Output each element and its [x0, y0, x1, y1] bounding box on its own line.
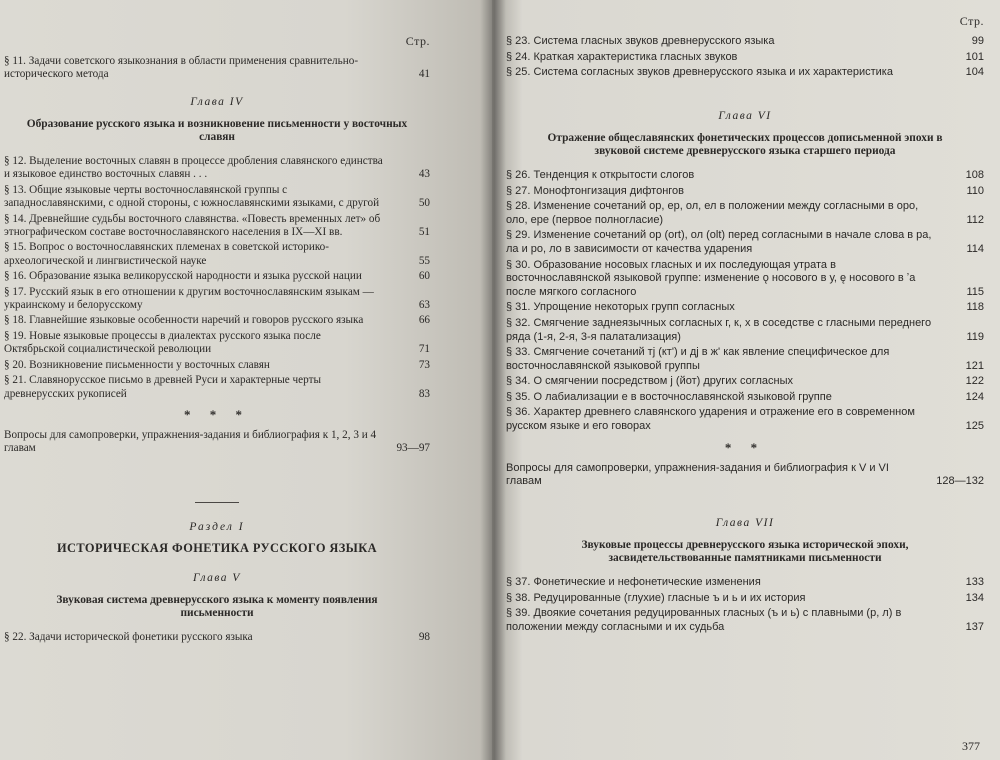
toc-entry-page: 41 — [418, 68, 430, 81]
toc-entry-text: § 27. Монофтонгизация дифтонгов — [506, 184, 685, 197]
toc-entry-text: § 19. Новые языковые процессы в диалектах русского языка после Октябрьской социалистической революции — [4, 329, 321, 356]
toc-entry-page: 122 — [965, 375, 984, 388]
toc-entry-text: § 22. Задачи исторической фонетики русского языка — [4, 630, 253, 643]
toc-entry — [506, 607, 984, 634]
page-header-str: Стр. — [959, 14, 984, 28]
toc-entry-text: § 32. Смягчение заднеязычных согласных г, к, х в соседстве с гласными переднего ряда (1-я, 2-я, 3-я палатализация) — [506, 316, 932, 343]
toc-entry — [4, 270, 430, 283]
toc-entry-text: § 34. О смягчении посредством j (йот) других согласных — [506, 375, 794, 388]
toc-entry-text: § 20. Возникновение письменности у восточных славян — [4, 358, 270, 371]
toc-entry — [506, 576, 984, 590]
toc-entry-text: § 21. Славянорусское письмо в древней Руси и характерные черты древнерусских рукописей — [4, 374, 322, 400]
chapter-label: Глава VI — [718, 109, 772, 122]
toc-entry — [4, 314, 430, 327]
toc-entry — [4, 374, 430, 401]
toc-entry — [506, 259, 984, 300]
toc-entry — [506, 51, 984, 65]
toc-entry-page: 133 — [965, 576, 984, 589]
toc-entry — [4, 213, 430, 240]
toc-entry-page: 119 — [966, 330, 984, 343]
book-gutter — [480, 0, 506, 760]
toc-entry-page: 71 — [418, 343, 430, 356]
toc-entry-text: § 31. Упрощение некоторых групп согласных — [506, 301, 735, 314]
toc-entry — [506, 35, 984, 49]
toc-entry — [506, 301, 984, 315]
toc-entry-page: 50 — [418, 197, 430, 210]
toc-entry-text: § 33. Смягчение сочетаний тj (кт') и дj в ж' как явление специфическое для восточнославянской языковой группы — [506, 346, 890, 372]
toc-entry — [4, 155, 430, 182]
toc-entry — [506, 200, 984, 227]
toc-entry — [506, 346, 984, 373]
toc-entry-text: § 16. Образование языка великорусской народности и языка русской нации — [4, 270, 362, 283]
toc-entry-page: 60 — [418, 270, 430, 283]
left-page — [0, 0, 492, 760]
toc-entry-page: 115 — [966, 285, 984, 298]
toc-entry — [506, 317, 984, 344]
toc-entry-text: § 26. Тенденция к открытости слогов — [506, 168, 695, 181]
chapter-label: Глава V — [193, 571, 241, 584]
toc-entry-text: § 23. Система гласных звуков древнерусского языка — [506, 35, 775, 47]
toc-entry-page: 66 — [418, 314, 430, 327]
section-rule — [195, 502, 239, 503]
toc-entry — [4, 184, 430, 211]
questions-pages: 93—97 — [396, 442, 430, 455]
chapter-label: Глава IV — [190, 95, 244, 108]
toc-entry — [506, 169, 984, 183]
toc-entry — [506, 229, 984, 256]
toc-entry-page: 110 — [966, 184, 984, 197]
stars-separator: * * — [724, 439, 766, 455]
toc-entry-text: § 35. О лабиализации е в восточнославянской языковой группе — [506, 390, 832, 403]
toc-entry-page: 121 — [965, 359, 984, 372]
questions-entry — [506, 462, 984, 489]
right-page — [492, 0, 1000, 760]
toc-entry-page: 108 — [965, 168, 984, 181]
questions-pages: 128—132 — [936, 475, 984, 488]
toc-entry-page: 104 — [965, 66, 984, 79]
page-header-str: Стр. — [405, 34, 430, 48]
chapter-title: Звуковая система древнерусского языка к моменту появления письменности — [56, 593, 378, 620]
toc-entry-text: § 24. Краткая характеристика гласных звуков — [506, 50, 738, 63]
toc-entry-page: 98 — [418, 630, 430, 643]
toc-entry-page: 63 — [418, 299, 430, 312]
toc-entry-page: 51 — [418, 226, 430, 239]
toc-entry-page: 118 — [966, 301, 984, 314]
toc-entry-text: § 17. Русский язык в его отношении к другим восточнославянским языкам — украинскому и белорусскому — [4, 285, 374, 312]
toc-entry-text: § 25. Система согласных звуков древнерусского языка и их характеристика — [506, 66, 893, 79]
toc-entry-text: § 39. Двоякие сочетания редуцированных гласных (ъ и ь) с плавными (р, л) в положении между согласными и их судьба — [506, 607, 902, 633]
stars-separator: * * * — [184, 406, 250, 422]
toc-entry — [4, 631, 430, 644]
chapter-title: Звуковые процессы древнерусского языка исторической эпохи, засвидетельствованные памятниками письменности — [581, 538, 909, 565]
toc-entry-text: § 38. Редуцированные (глухие) гласные ъ и ь и их история — [506, 591, 806, 604]
toc-entry-text: § 11. Задачи советского языкознания в области применения сравнительно-исторического метода — [4, 55, 359, 81]
questions-entry — [4, 429, 430, 456]
toc-entry-text: § 28. Изменение сочетаний ор, ер, ол, ел в положении между согласными в оро, оло, ере (первое полногласие) — [506, 200, 919, 226]
toc-entry — [506, 185, 984, 199]
toc-entry-page: 101 — [965, 50, 984, 63]
toc-entry-text: § 18. Главнейшие языковые особенности наречий и говоров русского языка — [4, 314, 364, 327]
section-title: ИСТОРИЧЕСКАЯ ФОНЕТИКА РУССКОГО ЯЗЫКА — [57, 540, 377, 555]
toc-entry-text: § 12. Выделение восточных славян в процессе дробления славянского единства и языковое единство восточных славян . . . — [4, 155, 383, 181]
page-number: 377 — [962, 739, 980, 753]
toc-entry-text: § 37. Фонетические и нефонетические изменения — [506, 576, 761, 589]
chapter-label: Глава VII — [715, 516, 775, 529]
toc-entry-text: § 13. Общие языковые черты восточнославянской группы с западнославянскими, с одной стороны, с южнославянскими языками, с другой — [4, 183, 380, 210]
toc-entry-page: 114 — [966, 242, 984, 255]
section-label: Раздел I — [189, 520, 245, 533]
toc-entry-page: 43 — [418, 168, 430, 181]
toc-entry — [4, 55, 430, 82]
toc-entry-page: 124 — [965, 390, 984, 403]
toc-entry-page: 134 — [965, 591, 984, 604]
toc-entry-page: 112 — [966, 213, 984, 226]
toc-entry-page: 99 — [971, 35, 984, 47]
toc-entry-text: § 36. Характер древнего славянского ударения и отражение его в современном русском языке и его говорах — [506, 406, 915, 433]
toc-entry — [4, 241, 430, 268]
toc-entry-text: § 14. Древнейшие судьбы восточного славянства. «Повесть временных лет» об этнографическом составе восточнославянского населения в IX—XI вв. — [4, 212, 381, 239]
chapter-title: Отражение общеславянских фонетических процессов дописьменной эпохи в звуковой системе древнерусского языка старшего периода — [547, 131, 943, 158]
toc-entry — [4, 286, 430, 313]
toc-entry — [506, 391, 984, 405]
toc-entry — [506, 592, 984, 606]
chapter-title: Образование русского языка и возникновение письменности у восточных славян — [26, 117, 408, 144]
toc-entry-page: 83 — [418, 387, 430, 400]
toc-entry — [506, 406, 984, 433]
toc-entry — [4, 359, 430, 372]
questions-text: Вопросы для самопроверки, упражнения-задания и библиография к V и VI главам — [506, 461, 889, 488]
toc-entry — [4, 330, 430, 357]
toc-entry — [506, 66, 984, 80]
toc-entry-text: § 30. Образование носовых гласных и их последующая утрата в восточнославянской языковой группе: изменение ǫ носового в у, ę носового в ʼа после мягкого согласного — [506, 258, 916, 298]
toc-entry-page: 55 — [418, 254, 430, 267]
toc-entry — [506, 375, 984, 389]
toc-entry-page: 73 — [418, 358, 430, 371]
toc-entry-page: 137 — [965, 620, 984, 633]
toc-entry-text: § 29. Изменение сочетаний ор (ort), ол (olt) перед согласными в начале слова в ра, ла и ро, ло в зависимости от качества ударения — [506, 229, 932, 255]
toc-entry-text: § 15. Вопрос о восточнославянских племенах в советской историко-археологической и лингвистической науке — [4, 241, 330, 267]
toc-entry-page: 125 — [965, 420, 984, 433]
questions-text: Вопросы для самопроверки, упражнения-задания и библиография к 1, 2, 3 и 4 главам — [4, 428, 377, 455]
